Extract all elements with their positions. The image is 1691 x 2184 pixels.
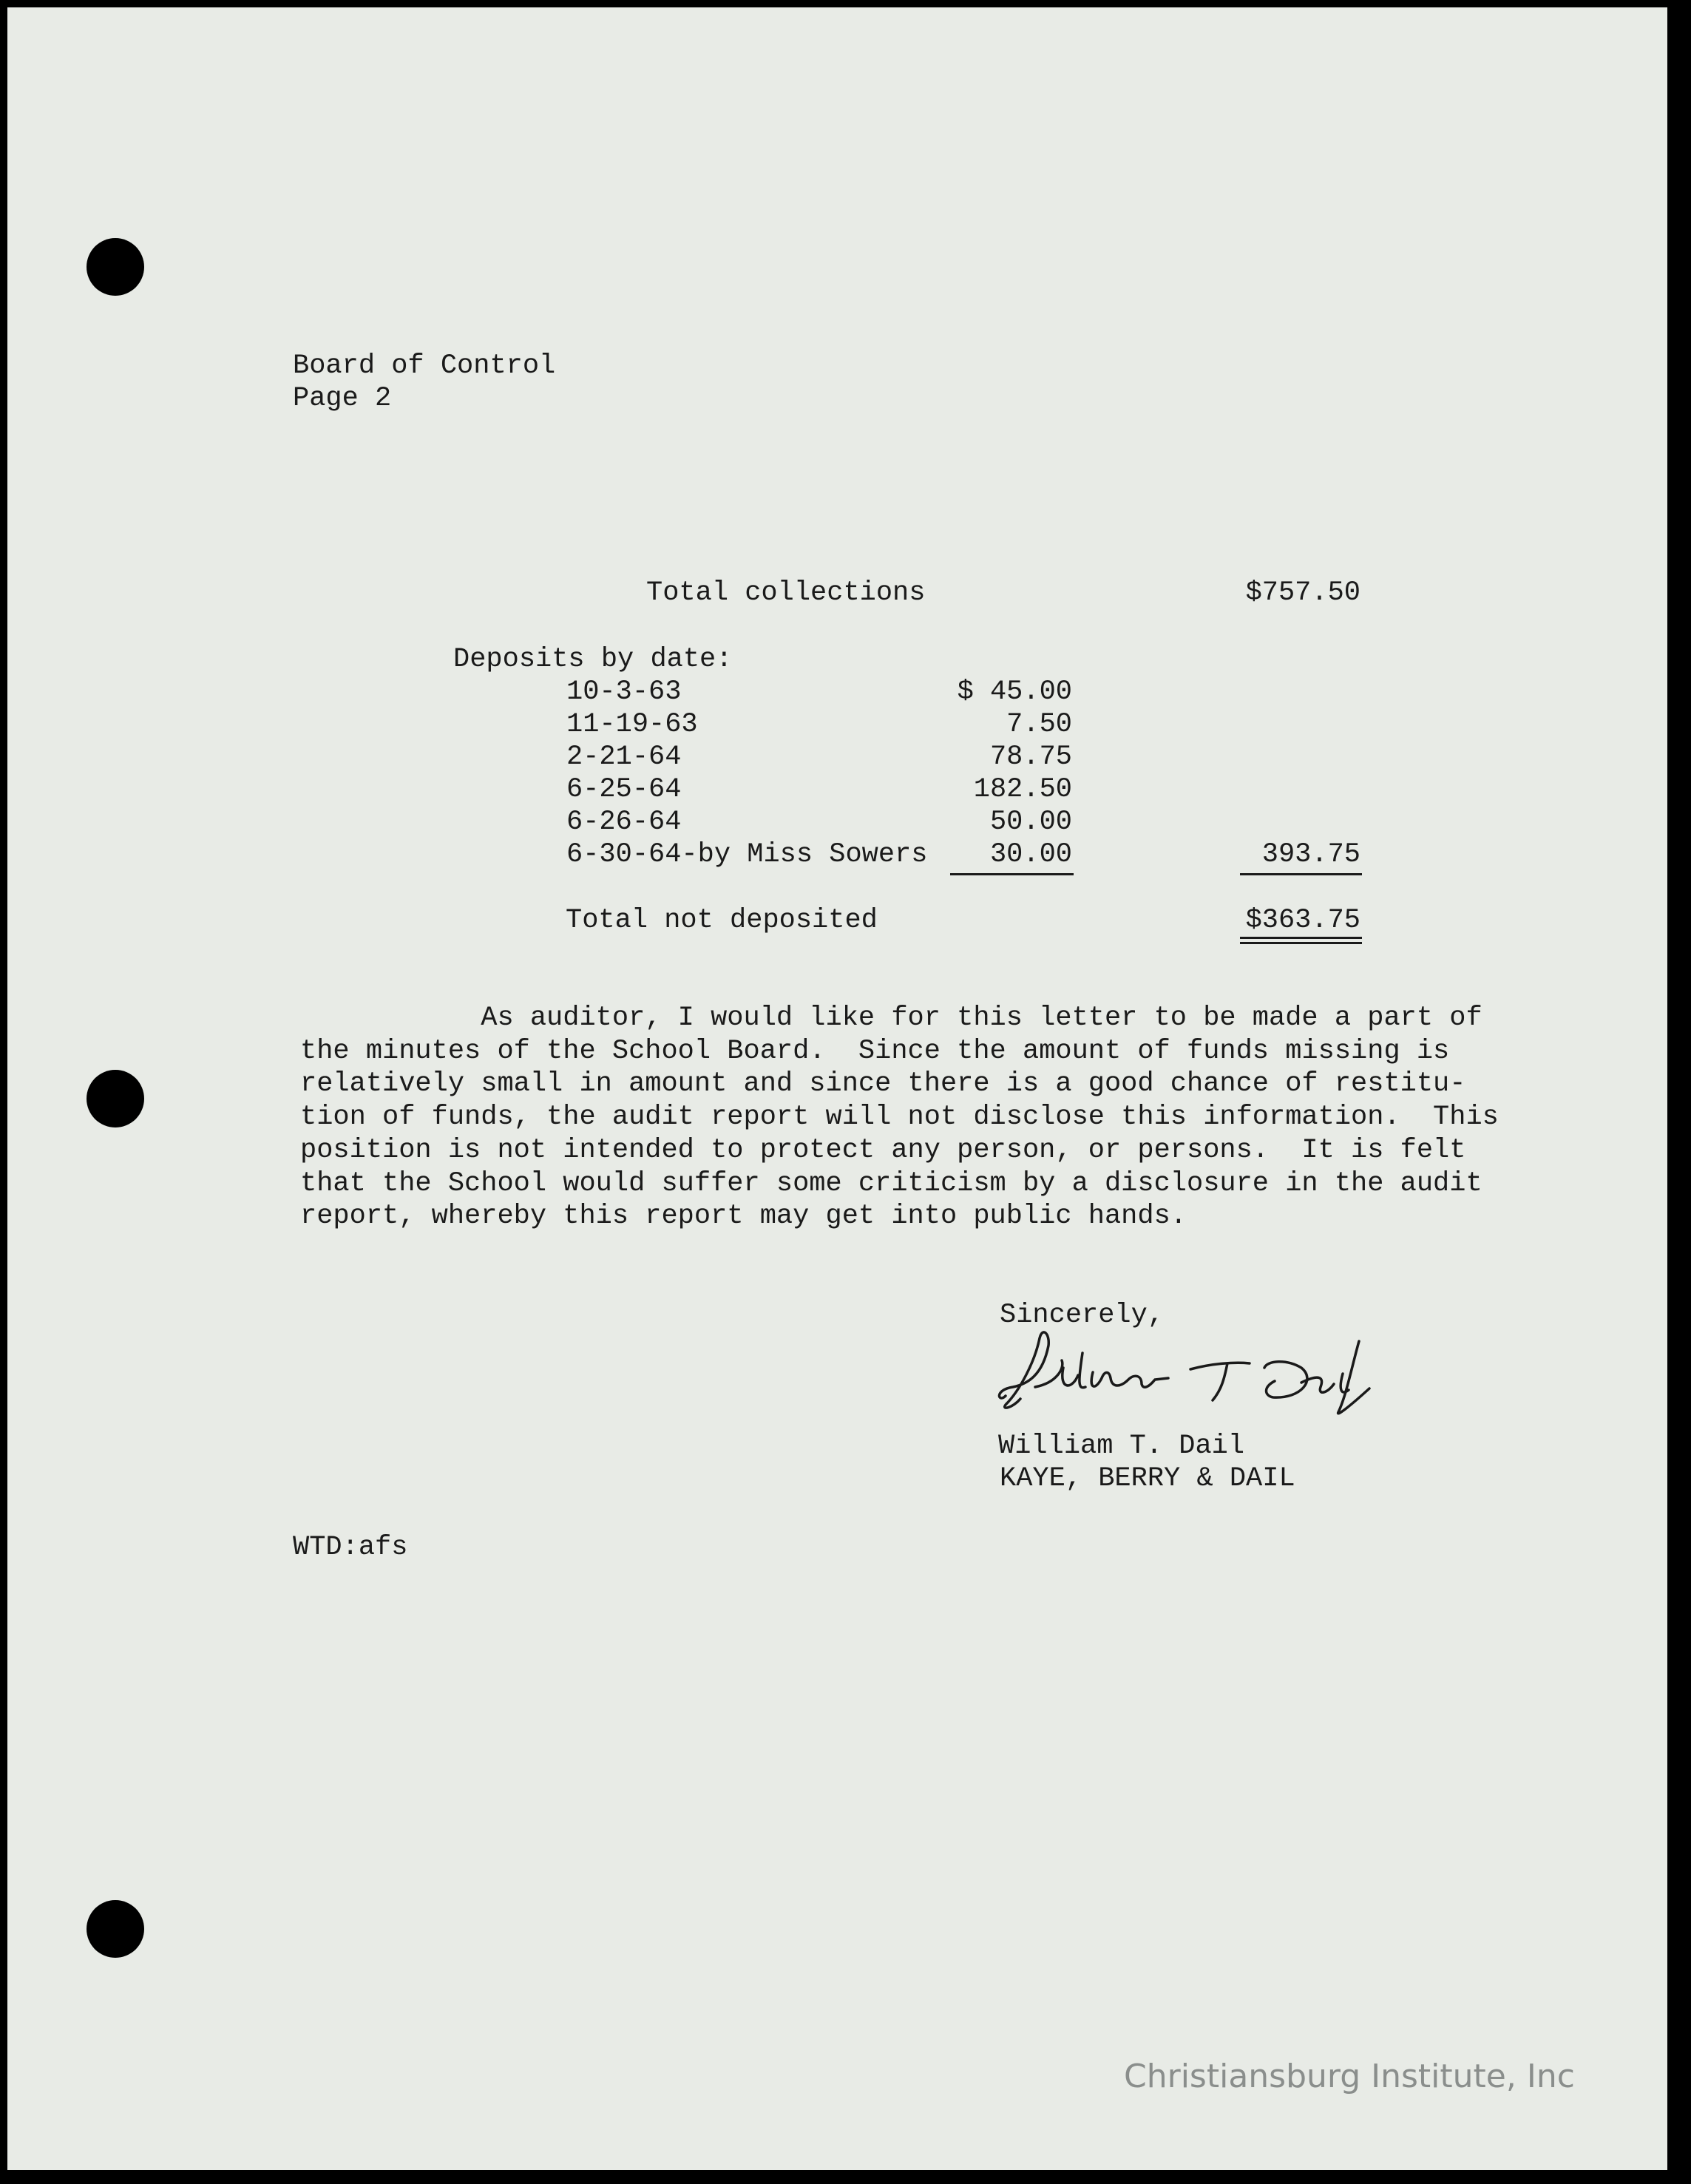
body-paragraph (300, 1002, 1498, 1233)
punch-hole-middle (87, 1070, 144, 1127)
header-page-number: Page 2 (293, 383, 392, 414)
paragraph-line: tion of funds, the audit report will not disclose this information. This (300, 1102, 1499, 1133)
deposits-heading: Deposits by date: (453, 644, 733, 675)
deposit-date: 6-30-64-by Miss Sowers (566, 839, 928, 870)
letter-page (7, 7, 1667, 2170)
deposit-amount: 7.50 (1006, 709, 1072, 740)
deposit-date: 6-25-64 (566, 774, 682, 805)
total-not-deposited-label: Total not deposited (566, 905, 878, 936)
paragraph-line: position is not intended to protect any person, or persons. It is felt (300, 1134, 1466, 1166)
paragraph-line: the minutes of the School Board. Since the amount of funds missing is (300, 1035, 1450, 1067)
header-recipient: Board of Control (293, 350, 556, 381)
closing-salutation: Sincerely, (1000, 1300, 1165, 1331)
deposits-total: 393.75 (1261, 839, 1360, 870)
typist-initials: WTD:afs (293, 1532, 408, 1563)
deposit-amount: 30.00 (989, 839, 1072, 870)
paragraph-line: As auditor, I would like for this letter to be made a part of (300, 1003, 1482, 1034)
deposit-date: 10-3-63 (566, 676, 682, 708)
deposit-amount: 182.50 (973, 774, 1072, 805)
deposit-amount: $ 45.00 (957, 676, 1072, 708)
total-underline (1240, 873, 1362, 875)
deposit-amount: 50.00 (989, 807, 1072, 838)
subtotal-underline (950, 873, 1074, 875)
paragraph-line: relatively small in amount and since there is a good chance of restitu- (300, 1068, 1466, 1100)
signatory-firm: KAYE, BERRY & DAIL (1000, 1463, 1295, 1494)
deposit-date: 6-26-64 (566, 807, 682, 838)
double-underline-bottom (1240, 942, 1362, 944)
total-collections-value: $757.50 (1245, 577, 1360, 608)
paragraph-line: report, whereby this report may get into public hands. (300, 1201, 1187, 1232)
total-not-deposited-value: $363.75 (1245, 905, 1360, 936)
total-collections-label: Total collections (646, 577, 926, 608)
signatory-name: William T. Dail (998, 1431, 1245, 1462)
archive-watermark: Christiansburg Institute, Inc (1124, 2058, 1575, 2095)
deposit-date: 11-19-63 (566, 709, 698, 740)
handwritten-signature (991, 1316, 1405, 1434)
double-underline-top (1240, 937, 1362, 939)
deposit-amount: 78.75 (989, 742, 1072, 773)
punch-hole-bottom (87, 1900, 144, 1958)
deposit-date: 2-21-64 (566, 742, 682, 773)
paragraph-line: that the School would suffer some criticism by a disclosure in the audit (300, 1167, 1482, 1199)
punch-hole-top (87, 238, 144, 296)
